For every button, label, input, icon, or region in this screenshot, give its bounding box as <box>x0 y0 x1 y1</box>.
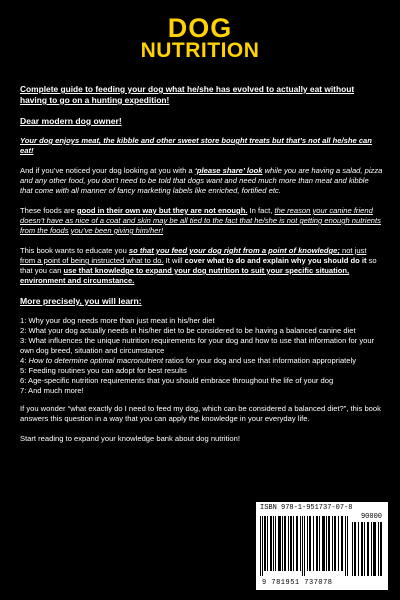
barcode-bars <box>260 516 348 576</box>
p3-emphasis: good in their own way but they are not enough. <box>77 206 248 215</box>
list4-emphasis: How to determine optimal macronutrient <box>28 356 164 365</box>
list-item: 5: Feeding routines you can adopt for best results <box>20 366 187 375</box>
list-item: 2: What your dog actually needs in his/her diet to be considered to be having a balanced canine diet <box>20 326 356 335</box>
paragraph-5: If you wonder “what exactly do I need to feed my dog, which can be considered a balanced diet?”, this book answers this question in a way that you can apply the knowledge in your everyday life. <box>20 404 381 423</box>
list-item: 3: What influences the unique nutrition requirements for your dog and how to use that information for your own dog breed, situation and circumstance <box>20 336 375 355</box>
p4-emphasis-3: use that knowledge to expand your dog nutrition to suit your specific situation, environment and circumstance. <box>20 266 350 285</box>
isbn-barcode <box>256 502 388 590</box>
blurb <box>20 84 383 454</box>
paragraph-3 <box>20 206 383 236</box>
p2-emphasis: ‘please share’ look <box>194 166 263 175</box>
list-item: 1: Why your dog needs more than just meat in his/her diet <box>20 316 215 325</box>
list-item: 7: And much more! <box>20 386 84 395</box>
p4-text-a: This book wants to educate you <box>20 246 129 255</box>
list4-number: 4: <box>20 356 29 365</box>
greeting: Dear modern dog owner! <box>20 116 122 126</box>
p4-emphasis-1: so that you feed your dog right from a point of knowledge; <box>128 246 340 255</box>
price-code: 90000 <box>360 513 382 521</box>
price-barcode-bars <box>352 522 382 576</box>
p3-text-c: In fact, <box>247 206 275 215</box>
p4-text-d: It will <box>163 256 185 265</box>
paragraph-4 <box>20 246 383 286</box>
p2-text-a: And if you’ve noticed your dog looking at you with a <box>20 166 195 175</box>
list-item: 6: Age-specific nutrition requirements that you should embrace throughout the life of your dog <box>20 376 334 385</box>
title-nutrition: NUTRITION <box>140 39 260 62</box>
p3-text-a: These foods are <box>20 206 77 215</box>
paragraph-1: Your dog enjoys meat, the kibble and other sweet store bought treats but that’s not all he/she can eat! <box>20 136 372 155</box>
p4-text-f: so that you can <box>20 256 377 275</box>
isbn-text: ISBN 978-1-951737-07-8 <box>260 504 353 512</box>
list4-text: ratios for your dog and use that information appropriately <box>163 356 357 365</box>
list-item <box>20 356 383 366</box>
title-dog: DOG <box>167 13 233 43</box>
paragraph-6: Start reading to expand your knowledge bank about dog nutrition! <box>20 434 240 443</box>
lead-paragraph: Complete guide to feeding your dog what he/she has evolved to actually eat without having to go on a hunting expedition! <box>20 84 355 105</box>
p2-text-c: while you are having a salad, pizza and any other food, you don’t need to be told that dogs want and need much more than meat and kibble that come with all manner of fancy marketing labels like enriched, fortified etc. <box>20 166 383 195</box>
p3-text-d: the reason your canine friend doesn’t have as nice of a coat and skin may be all tied to the fact that he/she is not getting enough nutrients from the foods you’ve been giving him/her! <box>20 206 381 235</box>
learn-list <box>20 316 383 396</box>
learn-heading: More precisely, you will learn: <box>20 296 142 306</box>
paragraph-2 <box>20 166 383 196</box>
barcode-number: 9 781951 737078 <box>262 579 333 587</box>
p4-text-c: not just from a point of being instructed what to do. <box>20 246 367 265</box>
p4-emphasis-2: cover what to do and explain why you should do it <box>184 256 367 265</box>
